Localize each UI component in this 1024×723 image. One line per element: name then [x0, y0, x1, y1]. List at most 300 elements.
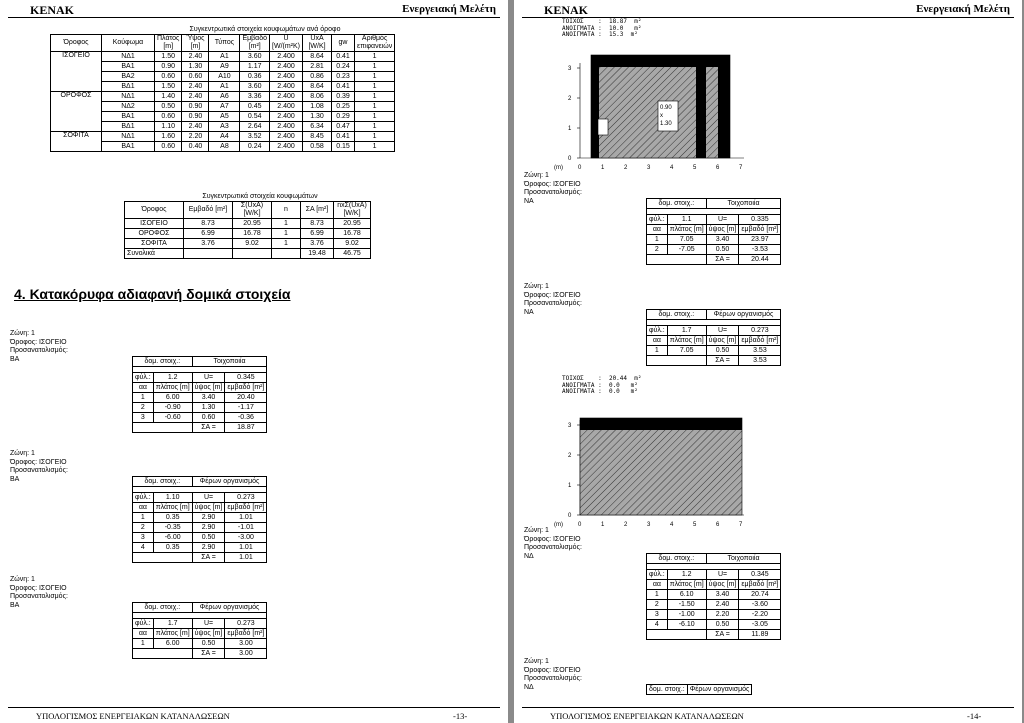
table-cell: 1.2	[667, 570, 706, 580]
table-cell: A8	[209, 142, 240, 152]
zone-line: Προσανατολισμός: ΒΑ	[10, 467, 68, 483]
table-row	[647, 685, 752, 695]
column-header: αα	[647, 580, 668, 590]
zone-line: Προσανατολισμός: ΝΑ	[524, 300, 582, 316]
table-row	[133, 629, 267, 639]
elem-type: Φέρων οργανισμός	[687, 685, 752, 695]
wall-elevation-plot	[534, 18, 774, 171]
empty-cell	[133, 553, 193, 563]
elem-type: Τοιχοποιία	[706, 554, 781, 564]
table-cell: 0.45	[240, 102, 270, 112]
table-cell: 2.400	[270, 72, 303, 82]
table-row	[133, 533, 267, 543]
column-header: nxΣ(UxA) [W/K]	[334, 202, 371, 219]
column-header: αα	[133, 629, 154, 639]
table-cell: 2.81	[303, 62, 332, 72]
table-cell: ΒΔ1	[102, 82, 155, 92]
table-cell: 1	[647, 235, 668, 245]
x-tick-label: 4	[670, 522, 674, 528]
column-header: n	[272, 202, 301, 219]
column-header: αα	[133, 503, 154, 513]
table-cell: 6.00	[153, 393, 192, 403]
x-tick-label: 1	[601, 522, 605, 528]
table-cell: 2.40	[182, 92, 209, 102]
elem-label: δομ. στοιχ.:	[647, 310, 707, 320]
beam	[580, 418, 742, 430]
windows-summary-table	[124, 201, 371, 259]
table-row	[647, 580, 781, 590]
table-cell: 3.00	[225, 639, 267, 649]
table-row	[647, 610, 781, 620]
page-header	[522, 3, 1014, 18]
table-cell: 1	[355, 112, 395, 122]
element-zone-info	[10, 330, 68, 364]
elem-label: δομ. στοιχ.:	[133, 357, 193, 367]
empty-cell	[647, 630, 707, 640]
table-cell: 2	[647, 600, 668, 610]
table-cell: ΒΑ1	[102, 112, 155, 122]
table-cell: 1.01	[225, 513, 267, 523]
table-cell: φύλ.:	[133, 373, 154, 383]
table-cell: 0.47	[332, 122, 355, 132]
x-tick-label: 2	[624, 165, 628, 171]
y-tick-label: 3	[568, 423, 572, 429]
table-cell: 2.400	[270, 112, 303, 122]
table-cell: ΙΣΟΓΕΙΟ	[125, 219, 184, 229]
table-cell: 1.08	[303, 102, 332, 112]
table-cell: 1	[272, 219, 301, 229]
table-cell: ΝΔ1	[102, 92, 155, 102]
table-cell: 2.64	[240, 122, 270, 132]
table-cell: 0.273	[739, 326, 781, 336]
table-cell: 16.78	[233, 229, 272, 239]
plot-svg	[534, 398, 774, 533]
zone-line: Όροφος: ΙΣΟΓΕΙΟ	[10, 458, 67, 466]
windows-table	[50, 34, 395, 152]
x-tick-label: 3	[647, 165, 651, 171]
sum-value: 18.87	[225, 423, 267, 433]
table-row	[51, 112, 395, 122]
table-cell: 1.60	[155, 132, 182, 142]
table-cell: 2.400	[270, 102, 303, 112]
table-cell: -3.53	[739, 245, 781, 255]
table-row	[51, 132, 395, 142]
x-tick-label: 4	[670, 165, 674, 171]
table-cell: 1	[133, 393, 154, 403]
column-header: πλάτος [m]	[153, 503, 192, 513]
element-table	[132, 602, 267, 659]
element-table	[132, 476, 267, 563]
table-row	[133, 649, 267, 659]
table-cell: A4	[209, 132, 240, 142]
element-zone-info	[524, 283, 582, 317]
table-cell: 2.400	[270, 52, 303, 62]
column-header: πλάτος [m]	[667, 580, 706, 590]
sum-value: 1.01	[225, 553, 267, 563]
table-cell: A9	[209, 62, 240, 72]
table-cell: 8.73	[301, 219, 334, 229]
x-tick-label: (m)	[554, 165, 563, 171]
element-zone-info	[10, 450, 68, 484]
elem-type: Φέρων οργανισμός	[192, 603, 267, 613]
plot-info: ΤΟΙΧΟΣ : 20.44 m² ΑΝΟΙΓΜΑΤΑ : 0.0 m² ΑΝΟΙΓΜΑΤΑ : 0.0 m²	[562, 375, 642, 395]
table-cell: 0.24	[332, 62, 355, 72]
table-row	[125, 229, 371, 239]
column-header: Εμβαδό [m²]	[184, 202, 233, 219]
section-heading: 4. Κατακόρυφα αδιαφανή δομικά στοιχεία	[14, 286, 291, 302]
x-tick-label: 5	[693, 522, 697, 528]
wall-surface	[580, 418, 742, 515]
column-header: εμβαδό [m²]	[739, 336, 781, 346]
table-cell: 2.20	[706, 610, 739, 620]
table-row	[647, 199, 781, 209]
table-row	[51, 122, 395, 132]
element-table	[646, 553, 781, 640]
table-cell: 2.90	[192, 543, 225, 553]
table-row	[647, 590, 781, 600]
table-cell: 0.29	[332, 112, 355, 122]
element-zone-info	[524, 172, 582, 206]
table-cell: 0.86	[303, 72, 332, 82]
column	[718, 55, 730, 158]
table-cell: -7.05	[667, 245, 706, 255]
table-cell: φύλ.:	[647, 326, 668, 336]
element-table	[646, 684, 752, 695]
table-cell: 1.30	[182, 62, 209, 72]
y-tick-label: 3	[568, 66, 572, 72]
table-cell: 0.50	[706, 620, 739, 630]
y-tick-label: 0	[568, 156, 572, 162]
footer-left: ΥΠΟΛΟΓΙΣΜΟΣ ΕΝΕΡΓΕΙΑΚΩΝ ΚΑΤΑΝΑΛΩΣΕΩΝ	[550, 711, 744, 721]
plot-info: ΤΟΙΧΟΣ : 18.87 m² ΑΝΟΙΓΜΑΤΑ : 10.0 m² ΑΝΟΙΓΜΑΤΑ : 15.3 m²	[562, 18, 642, 38]
table-cell: A3	[209, 122, 240, 132]
table-cell: 4	[647, 620, 668, 630]
table-cell: 8.64	[303, 82, 332, 92]
zone-line: Ζώνη: 1	[10, 330, 35, 337]
table-cell: -0.36	[225, 413, 267, 423]
table-cell: 0.273	[225, 493, 267, 503]
table-cell: 8.06	[303, 92, 332, 102]
y-tick-label: 2	[568, 453, 572, 459]
column	[696, 55, 706, 158]
table-row	[51, 142, 395, 152]
table-cell: 1	[355, 132, 395, 142]
column-header: Αριθμός επιφανειών	[355, 35, 395, 52]
table-cell: 0.58	[303, 142, 332, 152]
table-row	[647, 620, 781, 630]
table-cell: 3.76	[184, 239, 233, 249]
table-cell: A1	[209, 52, 240, 62]
x-tick-label: 2	[624, 522, 628, 528]
table-cell: 1.1	[667, 215, 706, 225]
table-cell: 0.90	[182, 112, 209, 122]
table-cell: 8.45	[303, 132, 332, 142]
table-cell: 0.345	[739, 570, 781, 580]
table-cell: 2	[647, 245, 668, 255]
page-footer	[522, 707, 1014, 721]
table-row	[51, 35, 395, 52]
table-cell: A1	[209, 82, 240, 92]
x-tick-label: 6	[716, 522, 720, 528]
column-header: ύψος [m]	[706, 225, 739, 235]
table-cell: 0.60	[182, 72, 209, 82]
table-cell: 0.15	[332, 142, 355, 152]
table-cell: A6	[209, 92, 240, 102]
y-tick-label: 2	[568, 96, 572, 102]
table-row	[125, 239, 371, 249]
table-cell: 1	[355, 92, 395, 102]
table-cell: 0.50	[706, 346, 739, 356]
table-row	[133, 383, 267, 393]
table-row	[51, 92, 395, 102]
x-tick-label: 3	[647, 522, 651, 528]
table-cell: -2.20	[739, 610, 781, 620]
zone-line: Προσανατολισμός: ΝΑ	[524, 189, 582, 205]
table-cell: 0.50	[192, 533, 225, 543]
table-cell: 6.34	[303, 122, 332, 132]
table-cell: 1	[647, 590, 668, 600]
table-cell: 0.345	[225, 373, 267, 383]
table-cell: 0.40	[182, 142, 209, 152]
empty-cell	[647, 255, 707, 265]
column-header: πλάτος [m]	[667, 336, 706, 346]
empty-cell	[647, 356, 707, 366]
header-left: KENAK	[30, 3, 75, 17]
column-header: πλάτος [m]	[667, 225, 706, 235]
table-cell: 1	[272, 229, 301, 239]
table-cell: -3.05	[739, 620, 781, 630]
table-row	[647, 346, 781, 356]
table-cell: 1	[355, 122, 395, 132]
table-cell: 2.90	[192, 513, 225, 523]
elem-label: δομ. στοιχ.:	[647, 685, 688, 695]
column-header: πλάτος [m]	[153, 383, 192, 393]
table-cell: 2.400	[270, 122, 303, 132]
column-header: Όροφος	[125, 202, 184, 219]
elem-label: δομ. στοιχ.:	[133, 603, 193, 613]
zone-line: Όροφος: ΙΣΟΓΕΙΟ	[524, 291, 581, 299]
page-number: -14-	[967, 711, 982, 721]
table-cell: 6.99	[184, 229, 233, 239]
table-cell: 2.40	[182, 122, 209, 132]
table-cell: 3.60	[240, 82, 270, 92]
table-cell: 20.74	[739, 590, 781, 600]
total-cell: 46.75	[334, 249, 371, 259]
page-header	[8, 3, 500, 18]
table-row	[647, 245, 781, 255]
table-cell: 6.00	[153, 639, 192, 649]
table-cell: 20.95	[334, 219, 371, 229]
table-cell: 0.90	[155, 62, 182, 72]
table-cell: -1.00	[667, 610, 706, 620]
page-13	[0, 0, 508, 723]
table-cell: 0.273	[225, 619, 267, 629]
element-table	[646, 198, 781, 265]
table-cell: 1.30	[192, 403, 225, 413]
table-cell: U=	[192, 619, 225, 629]
table-cell: -6.00	[153, 533, 192, 543]
table-cell: -3.60	[739, 600, 781, 610]
column-header: εμβαδό [m²]	[739, 580, 781, 590]
table-cell: 2.400	[270, 62, 303, 72]
table-cell: 1.7	[667, 326, 706, 336]
page-14	[514, 0, 1022, 723]
x-tick-label: 7	[739, 165, 743, 171]
empty-cell	[133, 649, 193, 659]
elem-label: δομ. στοιχ.:	[647, 554, 707, 564]
table-row	[133, 357, 267, 367]
table-cell: 4	[133, 543, 154, 553]
plot-svg	[534, 41, 774, 176]
table-cell: 8.64	[303, 52, 332, 62]
table-cell: -0.35	[153, 523, 192, 533]
table-cell: 3.40	[192, 393, 225, 403]
table-row	[647, 326, 781, 336]
column-header: αα	[133, 383, 154, 393]
table-cell: 0.90	[182, 102, 209, 112]
total-cell: Συνολικά	[125, 249, 184, 259]
table-cell: 1	[355, 72, 395, 82]
column-header: Σ(UxA) [W/K]	[233, 202, 272, 219]
zone-line: Ζώνη: 1	[524, 527, 549, 534]
table-cell: 2	[133, 403, 154, 413]
table-cell: 3.40	[706, 590, 739, 600]
table-cell: 1.17	[240, 62, 270, 72]
table-cell: 0.35	[153, 543, 192, 553]
column-header: εμβαδό [m²]	[225, 383, 267, 393]
table-cell: 1	[355, 142, 395, 152]
table-row	[133, 393, 267, 403]
x-tick-label: 1	[601, 165, 605, 171]
table-cell: 1.50	[155, 52, 182, 62]
sum-value: 11.89	[739, 630, 781, 640]
total-cell	[272, 249, 301, 259]
page-number: -13-	[453, 711, 468, 721]
table-row	[133, 513, 267, 523]
elem-type: Φέρων οργανισμός	[192, 477, 267, 487]
sum-label: ΣΑ =	[192, 553, 225, 563]
table-cell: 3.76	[301, 239, 334, 249]
table-cell: 0.50	[706, 245, 739, 255]
table-row	[133, 477, 267, 487]
table-cell: 3	[647, 610, 668, 620]
table-row	[51, 52, 395, 62]
table-row	[125, 249, 371, 259]
table-row	[125, 202, 371, 219]
table-cell: 20.95	[233, 219, 272, 229]
elem-type: Φέρων οργανισμός	[706, 310, 781, 320]
table-cell: 2.40	[182, 52, 209, 62]
table-cell: ΝΔ1	[102, 52, 155, 62]
table-cell: 1	[133, 513, 154, 523]
sum-label: ΣΑ =	[706, 255, 739, 265]
table-cell: 0.50	[192, 639, 225, 649]
column-header: εμβαδό [m²]	[739, 225, 781, 235]
zone-line: Όροφος: ΙΣΟΓΕΙΟ	[524, 180, 581, 188]
table-cell: 2.400	[270, 92, 303, 102]
table-cell: U=	[192, 493, 225, 503]
zone-line: Ζώνη: 1	[10, 450, 35, 457]
total-cell: 19.48	[301, 249, 334, 259]
element-zone-info	[524, 527, 582, 561]
table-row	[133, 503, 267, 513]
table-cell: A10	[209, 72, 240, 82]
table-cell: 7.05	[667, 346, 706, 356]
table-row	[133, 619, 267, 629]
table-cell: 0.41	[332, 132, 355, 142]
table-cell: U=	[706, 326, 739, 336]
table-cell: 9.02	[233, 239, 272, 249]
sum-label: ΣΑ =	[192, 649, 225, 659]
table-cell: 1	[272, 239, 301, 249]
table-cell: 1.7	[153, 619, 192, 629]
zone-line: Όροφος: ΙΣΟΓΕΙΟ	[10, 338, 67, 346]
page-footer	[8, 707, 500, 721]
table-cell: φύλ.:	[133, 493, 154, 503]
table-cell: φύλ.:	[647, 570, 668, 580]
total-cell	[184, 249, 233, 259]
table-cell: φύλ.:	[133, 619, 154, 629]
column-header: ύψος [m]	[192, 383, 225, 393]
column-header: Όροφος	[51, 35, 102, 52]
table-cell: 3.52	[240, 132, 270, 142]
table-cell: 0.23	[332, 72, 355, 82]
table-row	[51, 102, 395, 112]
column-header: ύψος [m]	[706, 580, 739, 590]
table-cell: ΣΟΦΙΤΑ	[125, 239, 184, 249]
table-cell: 1	[133, 639, 154, 649]
footer-left: ΥΠΟΛΟΓΙΣΜΟΣ ΕΝΕΡΓΕΙΑΚΩΝ ΚΑΤΑΝΑΛΩΣΕΩΝ	[36, 711, 230, 721]
table-cell: U=	[192, 373, 225, 383]
table-cell: 7.05	[667, 235, 706, 245]
table-cell: 16.78	[334, 229, 371, 239]
elem-type: Τοιχοποιία	[706, 199, 781, 209]
sum-value: 3.00	[225, 649, 267, 659]
zone-line: Ζώνη: 1	[524, 283, 549, 290]
y-tick-label: 1	[568, 483, 572, 489]
elem-label: δομ. στοιχ.:	[647, 199, 707, 209]
x-tick-label: 5	[693, 165, 697, 171]
table-cell: ΒΑ1	[102, 62, 155, 72]
table-row	[51, 82, 395, 92]
table-cell: 0.41	[332, 82, 355, 92]
table-cell: 2.40	[706, 600, 739, 610]
empty-cell	[133, 423, 193, 433]
sum-label: ΣΑ =	[192, 423, 225, 433]
table-row	[133, 543, 267, 553]
table-cell: 2	[133, 523, 154, 533]
elem-label: δομ. στοιχ.:	[133, 477, 193, 487]
elem-type: Τοιχοποιία	[192, 357, 267, 367]
table-row	[51, 72, 395, 82]
table-cell: 3.60	[240, 52, 270, 62]
opening-label: 0.90	[660, 105, 672, 111]
windows-table-caption: Συγκεντρωτικά στοιχεία κουφωμάτων ανά όροφο	[189, 26, 341, 33]
table-cell: 0.24	[240, 142, 270, 152]
element-table	[132, 356, 267, 433]
table-cell: 0.39	[332, 92, 355, 102]
table-row	[133, 603, 267, 613]
table-cell: ΝΔ2	[102, 102, 155, 112]
table-row	[647, 356, 781, 366]
floor-cell: ΙΣΟΓΕΙΟ	[51, 52, 102, 92]
x-tick-label: 7	[739, 522, 743, 528]
column-header: ύψος [m]	[192, 503, 225, 513]
table-row	[133, 413, 267, 423]
x-tick-label: 0	[578, 165, 582, 171]
table-cell: 3.40	[706, 235, 739, 245]
table-row	[133, 403, 267, 413]
